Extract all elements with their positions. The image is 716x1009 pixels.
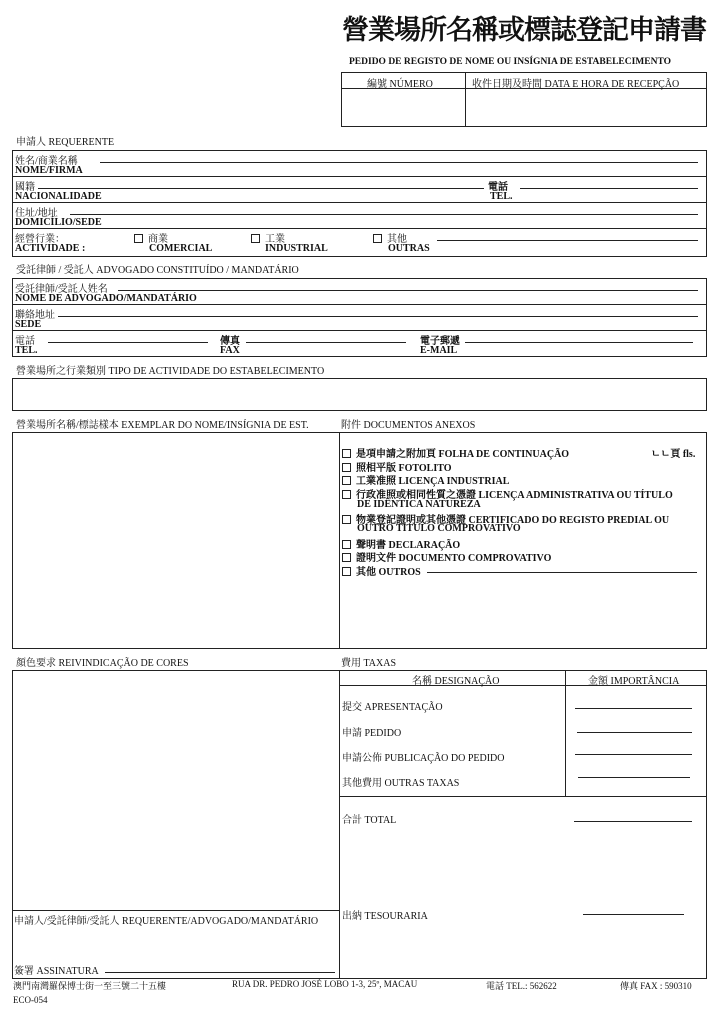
checkbox-outras[interactable]: 其他 xyxy=(373,230,407,245)
form-code: ECO-054 xyxy=(13,995,48,1005)
nome-label: NOME/FIRMA xyxy=(15,165,83,176)
tesouraria-label: 出納 TESOURARIA xyxy=(342,911,428,922)
anexo-item[interactable]: 工業准照 LICENÇA INDUSTRIAL xyxy=(342,472,509,487)
signature-label: 簽署 ASSINATURA xyxy=(14,966,99,977)
adv-tel-label: TEL. xyxy=(15,345,38,356)
adv-email-label-zh: 電子郵遞 xyxy=(420,336,460,347)
footer-fax: 傳真 FAX : 590310 xyxy=(620,981,692,991)
nacionalidade-label: NACIONALIDADE xyxy=(15,191,102,202)
actividade-label: ACTIVIDADE : xyxy=(15,243,86,254)
domicilio-label-zh: 住址/地址 xyxy=(15,208,58,219)
sede-label-zh: 聯絡地址 xyxy=(15,310,55,321)
total-label: 合計 TOTAL xyxy=(342,815,397,826)
outras-field[interactable] xyxy=(437,240,698,241)
adv-fax-label: FAX xyxy=(220,345,240,356)
footer-tel: 電話 TEL.: 562622 xyxy=(486,981,557,991)
requerente-heading: 申請人 REQUERENTE xyxy=(16,137,115,148)
nacionalidade-field[interactable] xyxy=(38,188,484,189)
advogado-nome-label-zh: 受託律師/受託人姓名 xyxy=(15,284,108,295)
comercial-label: COMERCIAL xyxy=(149,243,213,254)
numero-label: 編號 NÚMERO xyxy=(367,79,433,90)
taxa-amount-field[interactable] xyxy=(577,732,692,733)
outras-label: OUTRAS xyxy=(388,243,430,254)
domicilio-label: DOMICÍLIO/SEDE xyxy=(15,217,102,228)
anexo-item[interactable]: 行政准照或相同性質之憑證 LICENÇA ADMINISTRATIVA OU TÍTULO xyxy=(342,486,673,501)
form-title: 營業場所名稱或標誌登記申請書 xyxy=(342,15,706,46)
anexo-item[interactable]: 聲明書 DECLARAÇÃO xyxy=(342,536,460,551)
footer-address: RUA DR. PEDRO JOSÉ LOBO 1-3, 25º, MACAU xyxy=(232,979,418,989)
tel-field[interactable] xyxy=(520,188,698,189)
tipo-heading: 營業場所之行業類別 TIPO DE ACTIVIDADE DO ESTABELECIMENTO xyxy=(16,366,325,377)
designacao-header: 名稱 DESIGNAÇÃO xyxy=(412,676,500,687)
checkbox-comercial[interactable]: 商業 xyxy=(134,230,168,245)
tel-label-zh: 電話 xyxy=(488,182,508,193)
fls-label: ㄴㄴ頁 fls. xyxy=(651,449,696,460)
tel-label: TEL. xyxy=(490,191,513,202)
adv-tel-field[interactable] xyxy=(48,342,208,343)
outros-field[interactable] xyxy=(427,572,697,573)
advogado-heading: 受託律師 / 受託人 ADVOGADO CONSTITUÍDO / MANDATÁRIO xyxy=(16,265,299,276)
exemplar-box[interactable] xyxy=(12,432,340,649)
taxa-amount-field[interactable] xyxy=(575,754,692,755)
anexo-item-cont: DE IDÊNTICA NATUREZA xyxy=(357,499,481,510)
taxa-amount-field[interactable] xyxy=(578,777,690,778)
anexo-item[interactable]: 是項申請之附加頁 FOLHA DE CONTINUAÇÃO xyxy=(342,445,569,460)
adv-email-field[interactable] xyxy=(465,342,693,343)
form-subtitle: PEDIDO DE REGISTO DE NOME OU INSÍGNIA DE ESTABELECIMENTO xyxy=(349,57,672,67)
advogado-nome-field[interactable] xyxy=(118,290,698,291)
tesouraria-field[interactable] xyxy=(583,914,684,915)
adv-fax-field[interactable] xyxy=(246,342,406,343)
nacionalidade-label-zh: 國籍 xyxy=(15,182,35,193)
cores-heading: 顏色要求 REIVINDICAÇÃO DE CORES xyxy=(16,658,189,669)
signature-field[interactable] xyxy=(105,972,335,973)
anexo-item[interactable]: 其他 OUTROS xyxy=(342,563,421,578)
anexo-item[interactable]: 照相平版 FOTOLITO xyxy=(342,459,451,474)
cores-box[interactable] xyxy=(12,670,340,979)
industrial-label: INDUSTRIAL xyxy=(265,243,328,254)
taxa-amount-field[interactable] xyxy=(575,708,692,709)
adv-tel-label-zh: 電話 xyxy=(15,336,35,347)
actividade-label-zh: 經營行業： xyxy=(15,234,65,245)
sede-label: SEDE xyxy=(15,319,42,330)
anexo-item[interactable]: 證明文件 DOCUMENTO COMPROVATIVO xyxy=(342,549,551,564)
exemplar-heading: 營業場所名稱/標誌樣本 EXEMPLAR DO NOME/INSÍGNIA DE EST. xyxy=(16,420,309,431)
domicilio-field[interactable] xyxy=(70,214,698,215)
importancia-header: 金額 IMPORTÂNCIA xyxy=(588,676,680,687)
taxa-row-label: 其他費用 OUTRAS TAXAS xyxy=(342,778,460,789)
advogado-nome-label: NOME DE ADVOGADO/MANDATÁRIO xyxy=(15,293,197,304)
checkbox-industrial[interactable]: 工業 xyxy=(251,230,285,245)
taxa-row-label: 申請 PEDIDO xyxy=(342,728,402,739)
sede-field[interactable] xyxy=(58,316,698,317)
nome-field[interactable] xyxy=(100,162,698,163)
adv-fax-label-zh: 傳真 xyxy=(220,336,240,347)
tipo-field[interactable] xyxy=(12,378,707,411)
anexos-heading: 附件 DOCUMENTOS ANEXOS xyxy=(341,420,476,431)
adv-email-label: E-MAIL xyxy=(420,345,458,356)
taxa-row-label: 提交 APRESENTAÇÃO xyxy=(342,702,443,713)
recepcao-label: 收件日期及時間 DATA E HORA DE RECEPÇÃO xyxy=(472,79,680,90)
taxa-row-label: 申請公佈 PUBLICAÇÃO DO PEDIDO xyxy=(342,753,505,764)
footer-address-zh: 澳門南灣羅保博士街一至三號二十五樓 xyxy=(13,981,167,991)
nome-label-zh: 姓名/商業名稱 xyxy=(15,156,78,167)
taxas-heading: 費用 TAXAS xyxy=(341,658,397,669)
signer-label: 申請人/受託律師/受託人 REQUERENTE/ADVOGADO/MANDATÁRIO xyxy=(14,916,319,927)
anexo-item-cont: OUTRO TÍTULO COMPROVATIVO xyxy=(357,523,521,534)
total-field[interactable] xyxy=(574,821,692,822)
anexo-item[interactable]: 物業登記證明或其他憑證 CERTIFICADO DO REGISTO PREDIAL OU xyxy=(342,511,669,526)
